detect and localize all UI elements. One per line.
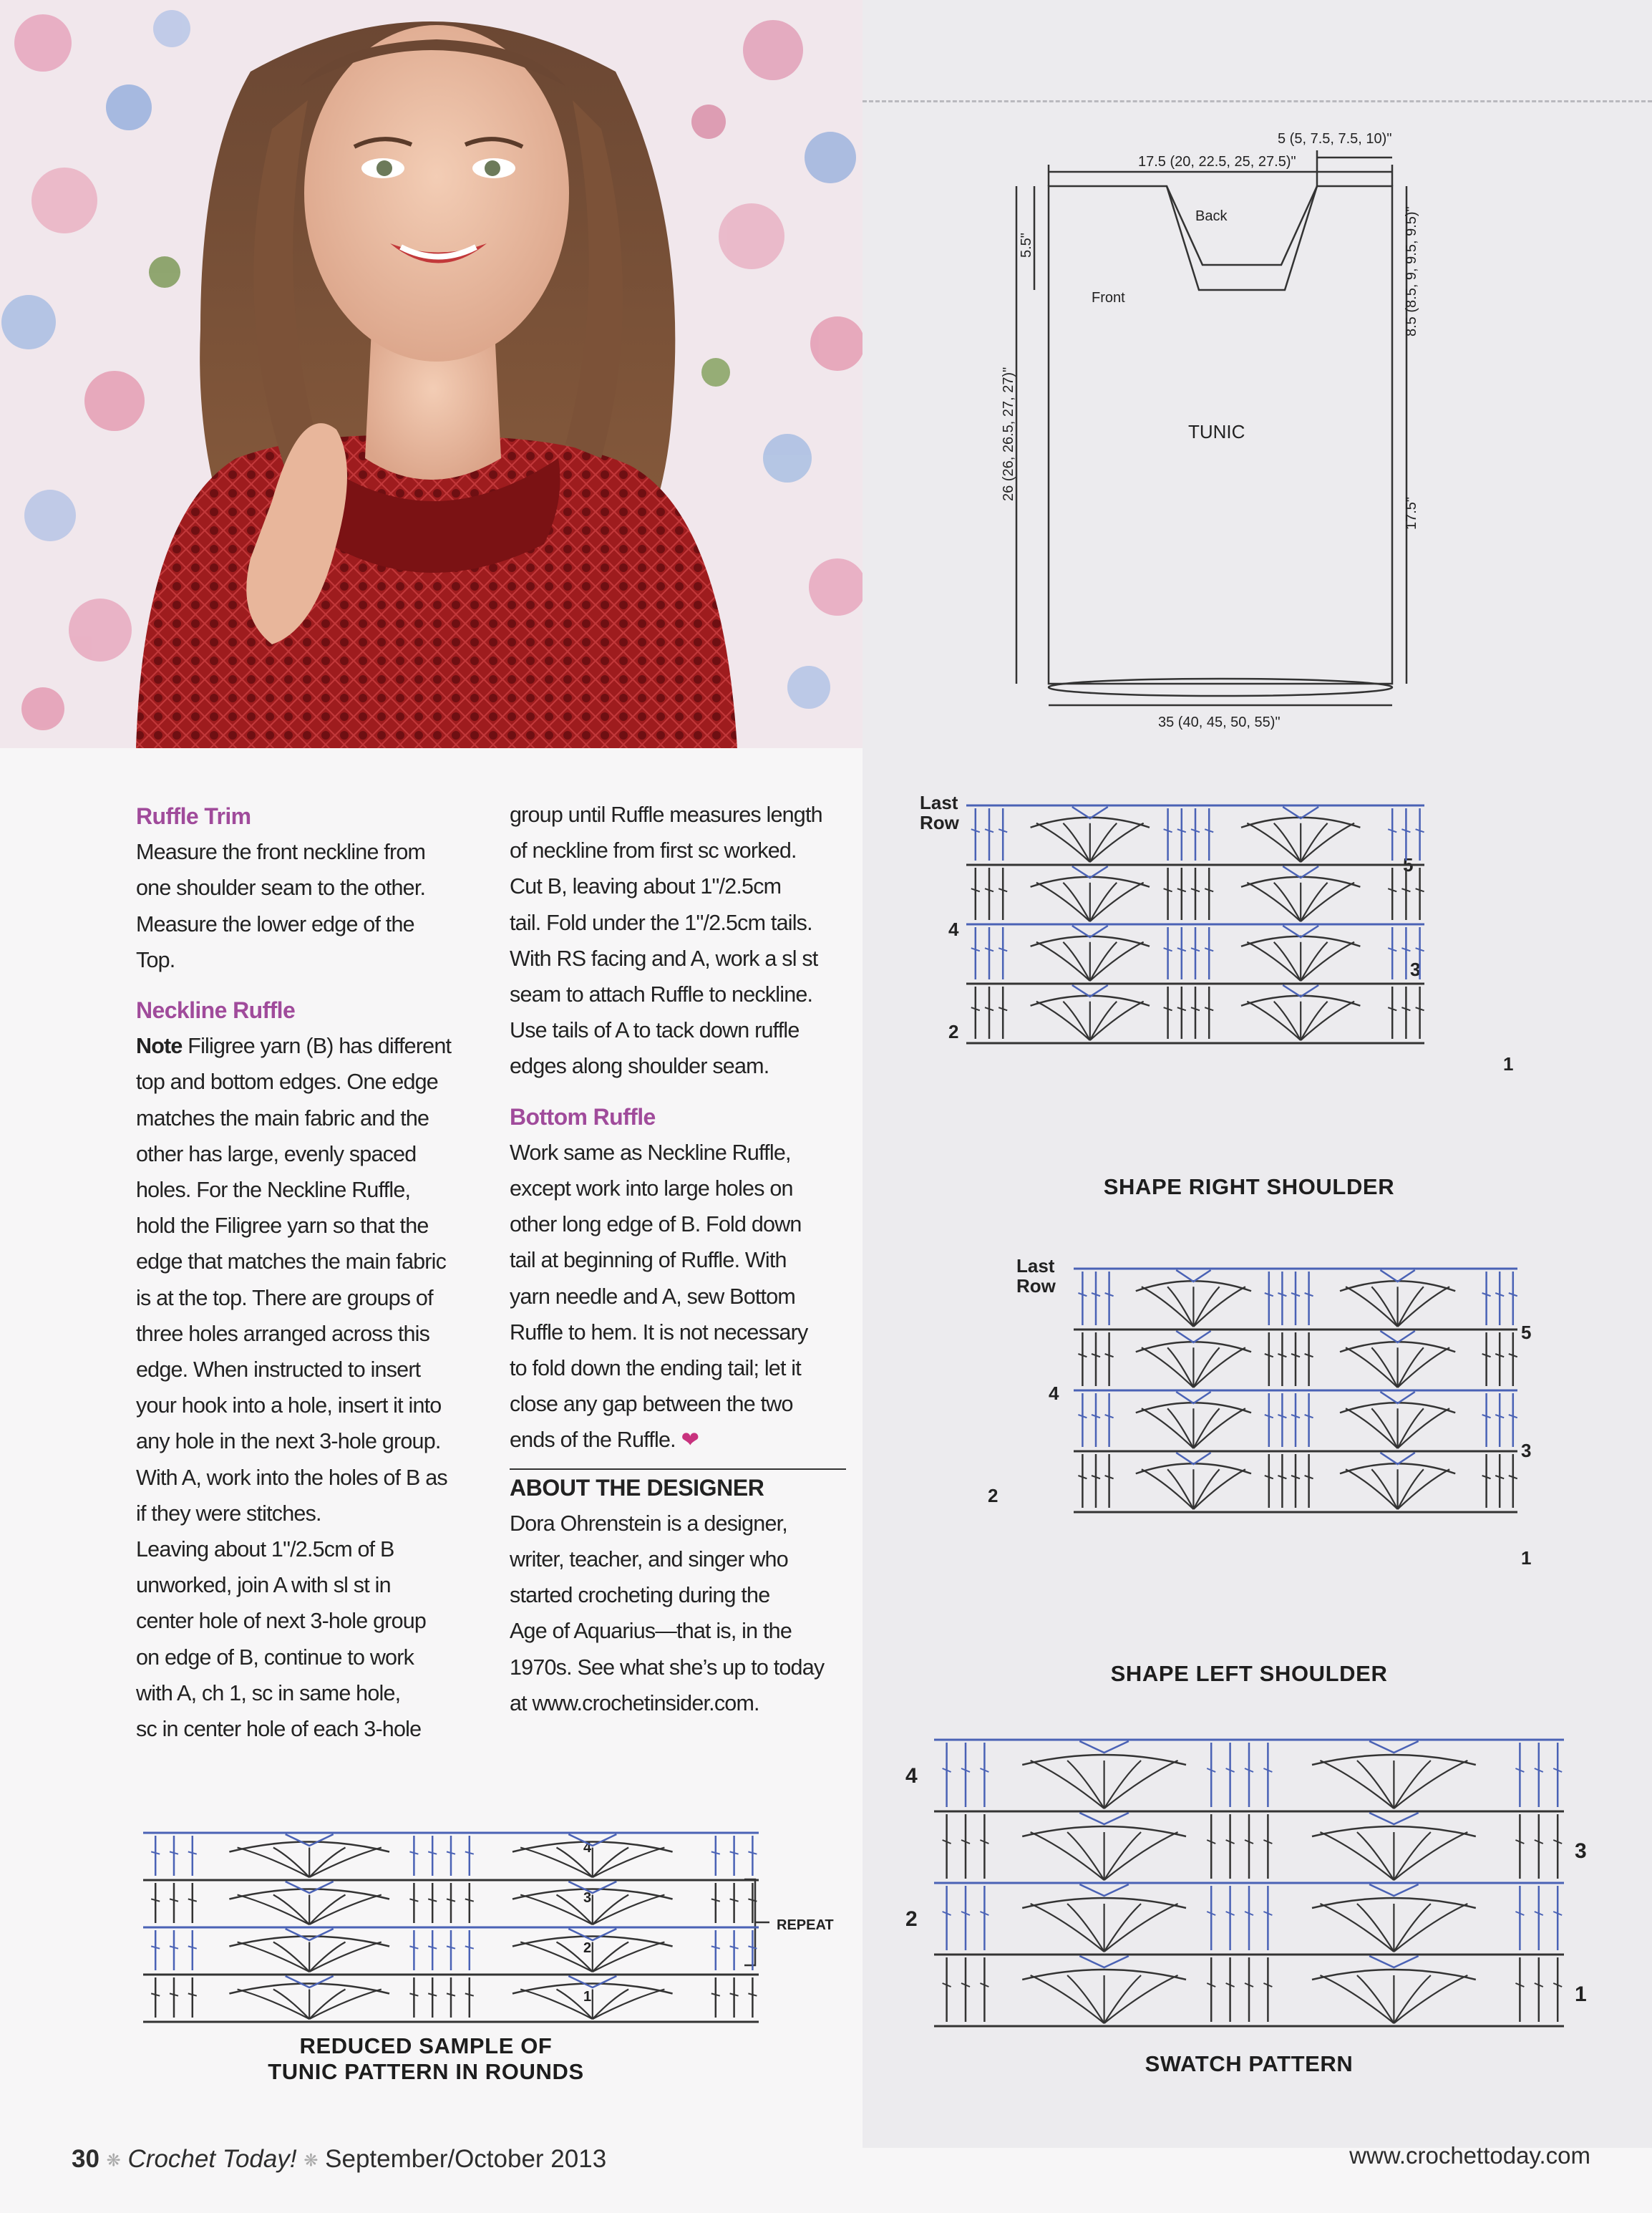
- text-line: Age of Aquarius—that is, in the: [510, 1619, 792, 1644]
- last-row-label: Row: [920, 812, 959, 833]
- left-shoulder-chart: [909, 1246, 1553, 1654]
- reduced-sample-chart: [136, 1822, 888, 2037]
- text-line: one shoulder seam to the other.: [136, 876, 426, 901]
- text-line: Measure the front neckline from: [136, 840, 426, 865]
- text-line: on edge of B, continue to work: [136, 1645, 414, 1670]
- row-number: 1: [1521, 1547, 1532, 1569]
- row-number: 3: [1575, 1839, 1587, 1863]
- row-number: 3: [1521, 1440, 1532, 1461]
- tunic-label: TUNIC: [1188, 421, 1245, 442]
- text-line: sc in center hole of each 3-hole: [136, 1717, 422, 1742]
- row-number: 4: [905, 1764, 918, 1788]
- text-line: tail. Fold under the 1"/2.5cm tails.: [510, 910, 812, 935]
- text-line: [136, 1028, 490, 1064]
- text-line: any hole in the next 3-hole group.: [136, 1429, 441, 1454]
- text-line: yarn needle and A, sew Bottom: [510, 1284, 795, 1309]
- round-number: 2: [583, 1940, 592, 1956]
- row-number: 5: [1403, 854, 1414, 876]
- page-number: 30: [72, 2145, 99, 2173]
- text-line: 1970s. See what she’s up to today: [510, 1655, 825, 1680]
- text-line: With RS facing and A, work a sl st: [510, 946, 818, 971]
- ruffle-trim-heading: Ruffle Trim: [136, 803, 251, 829]
- row-number: 2: [988, 1485, 999, 1506]
- text-line: Dora Ohrenstein is a designer,: [510, 1511, 787, 1536]
- text-line: Top.: [136, 947, 175, 972]
- title-line: REDUCED SAMPLE OF: [299, 2033, 553, 2058]
- neck-width-label: 5 (5, 7.5, 7.5, 10)": [1278, 131, 1392, 147]
- title-line: TUNIC PATTERN IN ROUNDS: [268, 2059, 584, 2084]
- text-line: to fold down the ending tail; let it: [510, 1356, 801, 1381]
- stitch-symbols: [143, 1833, 759, 2022]
- swatch-chart: [898, 1718, 1585, 2055]
- text-line: other has large, evenly spaced: [136, 1141, 417, 1166]
- text-line: is at the top. There are groups of: [136, 1285, 433, 1310]
- row-number: 3: [1410, 959, 1421, 980]
- text-line: group until Ruffle measures length: [510, 803, 822, 827]
- round-number: 1: [583, 1989, 592, 2005]
- bullet-icon: ❋: [106, 2151, 121, 2171]
- round-number: 3: [583, 1890, 592, 1906]
- hem-width-label: 35 (40, 45, 50, 55)": [1158, 715, 1281, 730]
- website-url: www.crochettoday.com: [1349, 2142, 1590, 2169]
- text-line: top and bottom edges. One edge: [136, 1070, 438, 1095]
- row-number: 4: [1049, 1382, 1059, 1404]
- row-number: 1: [1503, 1053, 1514, 1075]
- text-line: close any gap between the two: [510, 1392, 793, 1417]
- bullet-icon: ❋: [303, 2151, 319, 2171]
- row-number: 4: [948, 919, 959, 940]
- dashed-divider: [863, 100, 1652, 102]
- row-number: 2: [905, 1907, 918, 1931]
- row-number: 2: [948, 1021, 959, 1042]
- text-line: seam to attach Ruffle to neckline.: [510, 982, 813, 1007]
- text-line: three holes arranged across this: [136, 1321, 430, 1346]
- side-length-label: 17.5": [1404, 496, 1419, 530]
- repeat-bracket: [744, 1879, 769, 1965]
- middle-text-column: [510, 797, 860, 1721]
- text-line: tail at beginning of Ruffle. With: [510, 1248, 787, 1273]
- text-line: Use tails of A to tack down ruffle: [510, 1018, 800, 1043]
- text-line: of neckline from first sc worked.: [510, 838, 797, 863]
- note-text: Filigree yarn (B) has different: [182, 1034, 452, 1059]
- row-number: 5: [1521, 1322, 1532, 1343]
- tunic-schematic: [988, 115, 1432, 745]
- text-line: writer, teacher, and singer who: [510, 1547, 788, 1572]
- text-line: hold the Filigree yarn so that the: [136, 1214, 429, 1239]
- bottom-ruffle-heading: Bottom Ruffle: [510, 1103, 656, 1130]
- row-number: 1: [1575, 1982, 1587, 2006]
- text-line: unworked, join A with sl st in: [136, 1573, 391, 1598]
- length-label: 26 (26, 26.5, 27, 27)": [1001, 367, 1016, 501]
- note-label: Note: [136, 1034, 183, 1059]
- last-row-label: Row: [1016, 1275, 1056, 1297]
- left-text-column: [136, 798, 490, 1747]
- text-line: Cut B, leaving about 1"/2.5cm: [510, 874, 782, 899]
- round-number: 4: [583, 1840, 592, 1856]
- text-line: [510, 1422, 860, 1458]
- right-shoulder-chart: [909, 784, 1553, 1178]
- reduced-sample-title: [143, 2033, 709, 2085]
- left-shoulder-title: SHAPE LEFT SHOULDER: [1110, 1661, 1388, 1686]
- stitch-symbols: [934, 1740, 1564, 2026]
- page-footer: [72, 2145, 606, 2174]
- armhole-depth-label: 8.5 (8.5, 9, 9.5, 9.5)": [1404, 206, 1419, 336]
- text-line: Measure the lower edge of the: [136, 911, 414, 936]
- right-shoulder-title: SHAPE RIGHT SHOULDER: [1103, 1174, 1395, 1199]
- text-line: Leaving about 1"/2.5cm of B: [136, 1537, 394, 1562]
- back-label: Back: [1195, 208, 1228, 224]
- text-line: Work same as Neckline Ruffle,: [510, 1140, 791, 1165]
- text-line: holes. For the Neckline Ruffle,: [136, 1178, 411, 1203]
- text-line: started crocheting during the: [510, 1583, 770, 1608]
- last-row-label: Last: [920, 792, 958, 813]
- text-line: with A, ch 1, sc in same hole,: [136, 1680, 401, 1705]
- text-line: With A, work into the holes of B as: [136, 1465, 447, 1490]
- hem-line: [1049, 679, 1392, 696]
- text-line: at www.crochetinsider.com.: [510, 1690, 759, 1715]
- shoulder-width-label: 17.5 (20, 22.5, 25, 27.5)": [1138, 154, 1296, 170]
- text-line: if they were stitches.: [136, 1501, 321, 1526]
- magazine-name: Crochet Today!: [127, 2145, 297, 2173]
- text-line: edges along shoulder seam.: [510, 1054, 769, 1079]
- text-line: edge. When instructed to insert: [136, 1357, 421, 1382]
- neck-depth-label: 5.5": [1019, 233, 1034, 258]
- text-line: center hole of next 3-hole group: [136, 1609, 427, 1634]
- repeat-label: REPEAT: [777, 1917, 834, 1933]
- text-line: matches the main fabric and the: [136, 1105, 429, 1130]
- designer-heading: ABOUT THE DESIGNER: [510, 1474, 764, 1501]
- swatch-title: SWATCH PATTERN: [1145, 2051, 1354, 2076]
- heart-icon: ❤: [681, 1428, 699, 1453]
- neckline-ruffle-heading: Neckline Ruffle: [136, 997, 296, 1024]
- text-line: edge that matches the main fabric: [136, 1249, 447, 1274]
- last-row-label: Last: [1016, 1255, 1055, 1277]
- front-label: Front: [1092, 290, 1125, 306]
- back-neckline: [1167, 186, 1317, 265]
- text-line: your hook into a hole, insert it into: [136, 1393, 442, 1418]
- model-photo: [0, 0, 866, 748]
- text-line: Ruffle to hem. It is not necessary: [510, 1319, 808, 1345]
- stitch-symbols: [1074, 1269, 1517, 1512]
- text-line: other long edge of B. Fold down: [510, 1212, 802, 1237]
- last-line: ends of the Ruffle.: [510, 1428, 676, 1453]
- issue-date: September/October 2013: [325, 2145, 607, 2173]
- stitch-symbols: [966, 805, 1424, 1043]
- text-line: except work into large holes on: [510, 1176, 793, 1201]
